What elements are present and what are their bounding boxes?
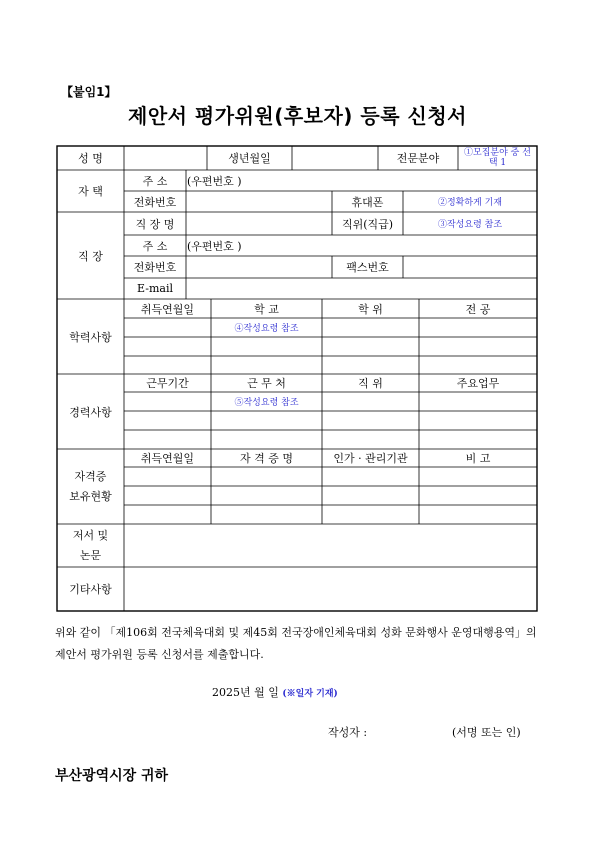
- mobile-label: 휴대폰: [351, 195, 384, 209]
- home-phone-field[interactable]: [186, 191, 332, 212]
- cert-label-line1: 자격증: [74, 469, 107, 483]
- career-header-period: 근무기간: [146, 377, 189, 390]
- cert-header-name: 자 격 증 명: [240, 452, 293, 465]
- career-note: ⑤작성요령 참조: [234, 398, 299, 408]
- position-note: ③작성요령 참조: [437, 220, 503, 230]
- work-phone-label: 전화번호: [133, 261, 177, 274]
- date-line: [212, 684, 338, 700]
- page-title: 제안서 평가위원(후보자) 등록 신청서: [128, 104, 467, 128]
- other-label: 기타사항: [69, 583, 112, 596]
- career-header-duties: 주요업무: [456, 377, 500, 390]
- attachment-label: 【붙임1】: [61, 85, 117, 99]
- career-workplace-field[interactable]: [211, 392, 322, 411]
- papers-label-line1: 저서 및: [72, 528, 109, 542]
- work-label: 직 장: [78, 249, 103, 263]
- writer-label: 작성자 :: [328, 726, 368, 739]
- cert-header-date: 취득연월일: [140, 452, 195, 465]
- field-label: 전문분야: [396, 152, 440, 165]
- work-address-field[interactable]: [186, 235, 537, 256]
- work-phone-field[interactable]: [186, 256, 332, 278]
- edu-header-school: 학 교: [254, 302, 279, 316]
- career-header-workplace: 근 무 처: [247, 377, 286, 390]
- edu-note: ④작성요령 참조: [234, 324, 299, 334]
- mobile-field[interactable]: [403, 191, 537, 212]
- career-label: 경력사항: [69, 405, 112, 419]
- edu-school-field[interactable]: [211, 318, 322, 337]
- home-address-label: 주 소: [142, 174, 168, 188]
- position-label: 직위(직급): [341, 217, 394, 231]
- statement-text: 위와 같이 「제106회 전국체육대회 및 제45회 전국장애인체육대회 성화 문화행사 운영대행용역」의 제안서 평가위원 등록 신청서를 제출합니다.: [55, 626, 537, 661]
- home-label: 자 택: [78, 185, 103, 198]
- papers-label-line2: 논문: [79, 548, 102, 562]
- recipient: 부산광역시장 귀하: [55, 768, 169, 784]
- workplace-field[interactable]: [186, 212, 332, 235]
- email-field[interactable]: [186, 278, 537, 299]
- name-label: 성 명: [78, 152, 103, 165]
- cert-header-remarks: 비 고: [465, 452, 491, 465]
- fax-label: 팩스번호: [346, 261, 389, 274]
- birth-field[interactable]: [292, 146, 378, 170]
- other-field[interactable]: [124, 567, 537, 611]
- fax-field[interactable]: [403, 256, 537, 278]
- papers-field[interactable]: [124, 524, 537, 567]
- field-input[interactable]: [458, 146, 537, 170]
- birth-label: 생년월일: [228, 152, 271, 165]
- edu-header-major: 전 공: [465, 302, 491, 316]
- edu-header-date: 취득연월일: [140, 302, 195, 316]
- cert-label-line2: 보유현황: [69, 489, 112, 503]
- mobile-note: ②정확하게 기재: [437, 198, 503, 208]
- education-label: 학력사항: [69, 330, 112, 344]
- papers-label: [57, 524, 124, 567]
- work-postal-hint: (우편번호 ): [187, 239, 242, 253]
- cert-header-agency: 인가 · 관리기관: [333, 452, 408, 465]
- home-postal-hint: (우편번호 ): [187, 174, 242, 188]
- home-phone-label: 전화번호: [133, 195, 177, 209]
- work-address-label: 주 소: [142, 239, 168, 253]
- date-text: 2025년 월 일: [212, 686, 279, 699]
- email-label: E-mail: [137, 282, 173, 295]
- workplace-label: 직 장 명: [135, 217, 175, 231]
- home-address-field[interactable]: [186, 170, 537, 191]
- signature-label: (서명 또는 인): [452, 726, 521, 739]
- career-header-position: 직 위: [358, 377, 383, 390]
- date-note: (※일자 기재): [282, 689, 338, 699]
- position-field[interactable]: [403, 212, 537, 235]
- cert-label: [57, 449, 124, 524]
- edu-header-degree: 학 위: [358, 302, 383, 316]
- field-note: ①모집분야 중 선택 1: [464, 148, 531, 168]
- name-field[interactable]: [124, 146, 207, 170]
